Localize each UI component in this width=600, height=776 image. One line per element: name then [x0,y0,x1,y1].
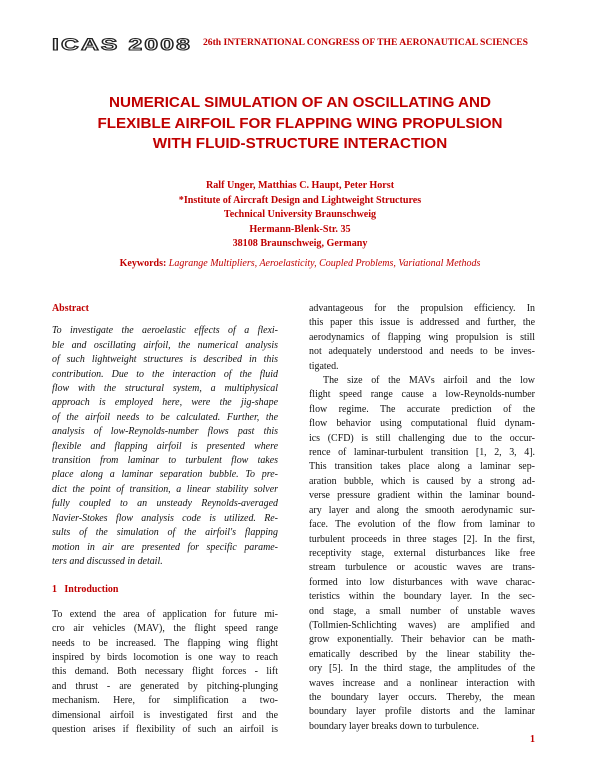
body-line: formed into low disturbances with wave charac- [309,576,535,588]
abstract-line: flow with the structural system, a multiphysical [52,383,278,395]
section-number: 1 [52,584,57,596]
author-institute: *Institute of Aircraft Design and Lightweight Structures [178,194,422,206]
body-line: ics (CFD) is still challenging due to the occur- [309,432,535,444]
intro-line: needs to be increased. The flapping wing flight [52,637,278,649]
body-line: flow behavior using computational fluid dynam- [309,418,535,430]
right-column [309,302,535,734]
body-line: not adequately understood and needs to be inves- [309,346,535,358]
abstract-line: fully coupled to an unsteady Reynolds-averaged [52,498,278,510]
abstract-line: place along a laminar separation bubble. To pre- [52,469,278,481]
intro-line: cro air vehicles (MAV), the flight speed range [52,623,278,635]
body-line: ond stage, a small number of unstable waves [309,605,535,617]
icas-2008-logo [52,36,194,52]
svg-text:ICAS 2008: ICAS 2008 [52,36,192,52]
abstract-line: dict the point of transition, a linear stability solver [52,483,278,495]
congress-header: 26th INTERNATIONAL CONGRESS OF THE AERONAUTICAL SCIENCES [203,37,529,48]
left-column [52,302,278,737]
title-line: WITH FLUID-STRUCTURE INTERACTION [152,135,448,152]
body-line: aerodynamics of flapping wing propulsion is still [309,331,535,343]
body-line: waves increase and a nonlinear interaction with [309,677,535,689]
abstract-line: analysis of low-Reynolds-number flows past this [52,426,278,438]
abstract-line: flexible and flapping airfoil is presented where [52,440,278,452]
intro-line: To extend the area of application for future mi- [52,608,278,620]
abstract-line: approach is employed here, were the jig-shape [52,397,278,409]
page-number: 1 [530,734,535,745]
intro-line: question arises if flexibility of such an airfoil is [52,723,278,735]
body-line: face. The evolution of the flow from laminar to [309,519,535,531]
author-names: Ralf Unger, Matthias C. Haupt, Peter Horst [205,180,395,191]
author-university: Technical University Braunschweig [223,209,377,220]
abstract-line: contribution. Due to the interaction of the fluid [52,368,278,380]
body-line: ematically described by the linear stability the- [309,648,535,660]
body-line: this paper this issue is addressed and further, the [309,317,535,329]
introduction-heading [52,583,278,597]
abstract-line: of such lightweight structures is described in this [52,354,278,366]
abstract-line: transition from laminar to turbulent flow takes [52,455,278,467]
intro-line: this demand. Both necessary flight forces - lift [52,666,278,678]
body-line: rence of laminar-turbulent transition [1, 2, 3, 4]. [309,447,535,459]
body-line: receptivity stage, external disturbances like free [309,547,535,559]
introduction-body [52,608,278,738]
title-line: NUMERICAL SIMULATION OF AN OSCILLATING AND [109,94,491,111]
keywords-text: Lagrange Multipliers, Aeroelasticity, Coupled Problems, Variational Methods [168,258,481,269]
body-line: The size of the MAVs airfoil and the low [323,375,535,387]
body-line: aration bubble, which is caused by a strong ad- [309,475,535,487]
propulsion-paragraph [309,302,535,374]
body-line: This transition takes place along a laminar sep- [309,461,535,473]
body-line: boundary layer breaks down to turbulence. [309,720,479,732]
body-line: flight speed range cause a low-Reynolds-number [309,389,535,401]
abstract-line: To investigate the aeroelastic effects of a flexi- [52,325,278,337]
intro-line: dimensional airfoil is investigated first and the [52,709,278,721]
section-title: Introduction [64,584,119,596]
body-line: stream turbulence or acoustic waves are trans- [309,562,535,574]
author-street: Hermann-Blenk-Str. 35 [249,223,351,235]
paper-title [40,93,560,155]
abstract-line: ble and oscillating airfoil, the numerical analysis [52,339,278,351]
body-line: flow regime. The accurate prediction of the [309,403,535,415]
abstract-line: motion in air are presented for specific parame- [52,541,278,553]
abstract-line: ters and discussed in detail. [52,555,163,567]
body-line: teristics within the boundary layer. In the sec- [309,591,535,603]
author-block [40,179,560,252]
abstract-line: Navier-Stokes flow analysis code is utilized. Re- [52,512,278,524]
abstract-line: of the airfoil needs to be calculated. Further, the [52,411,278,423]
intro-line: mechanism. Here, for simplification a two- [52,695,278,707]
body-line: verse pressure gradient within the laminar bound- [309,490,535,502]
abstract-heading: Abstract [52,303,89,314]
body-line: ory [5]. In the third stage, the amplitudes of the [309,663,535,675]
body-line: (Tollmien-Schlichting waves) are amplified and [309,619,535,631]
body-line: grow exponentially. Their behavior can be math- [309,634,535,646]
body-line: boundary layer profile distorts and the laminar [309,706,535,718]
intro-line: and thrust - are generated by pitching-plunging [52,680,278,692]
transition-paragraph [309,374,535,734]
intro-line: inspired by birds locomotion is one way to reach [52,651,278,663]
keywords-label: Keywords: [119,258,167,269]
body-line: ary layer and along the smooth aerodynamic sur- [309,504,535,516]
body-line: the boundary layer occurs. Thereby, the mean [309,691,535,703]
author-city: 38108 Braunschweig, Germany [232,238,368,249]
keywords [40,258,560,269]
body-line: advantageous for the propulsion efficiency. In [309,303,535,314]
abstract-line: sults of the simulation of the airfoil's flapping [52,527,278,539]
body-line: tigated. [309,360,339,372]
body-line: turbulent proceeds in three stages [2]. In the first, [309,533,535,545]
title-line: FLEXIBLE AIRFOIL FOR FLAPPING WING PROPULSION [97,114,503,132]
abstract-body [52,324,278,569]
